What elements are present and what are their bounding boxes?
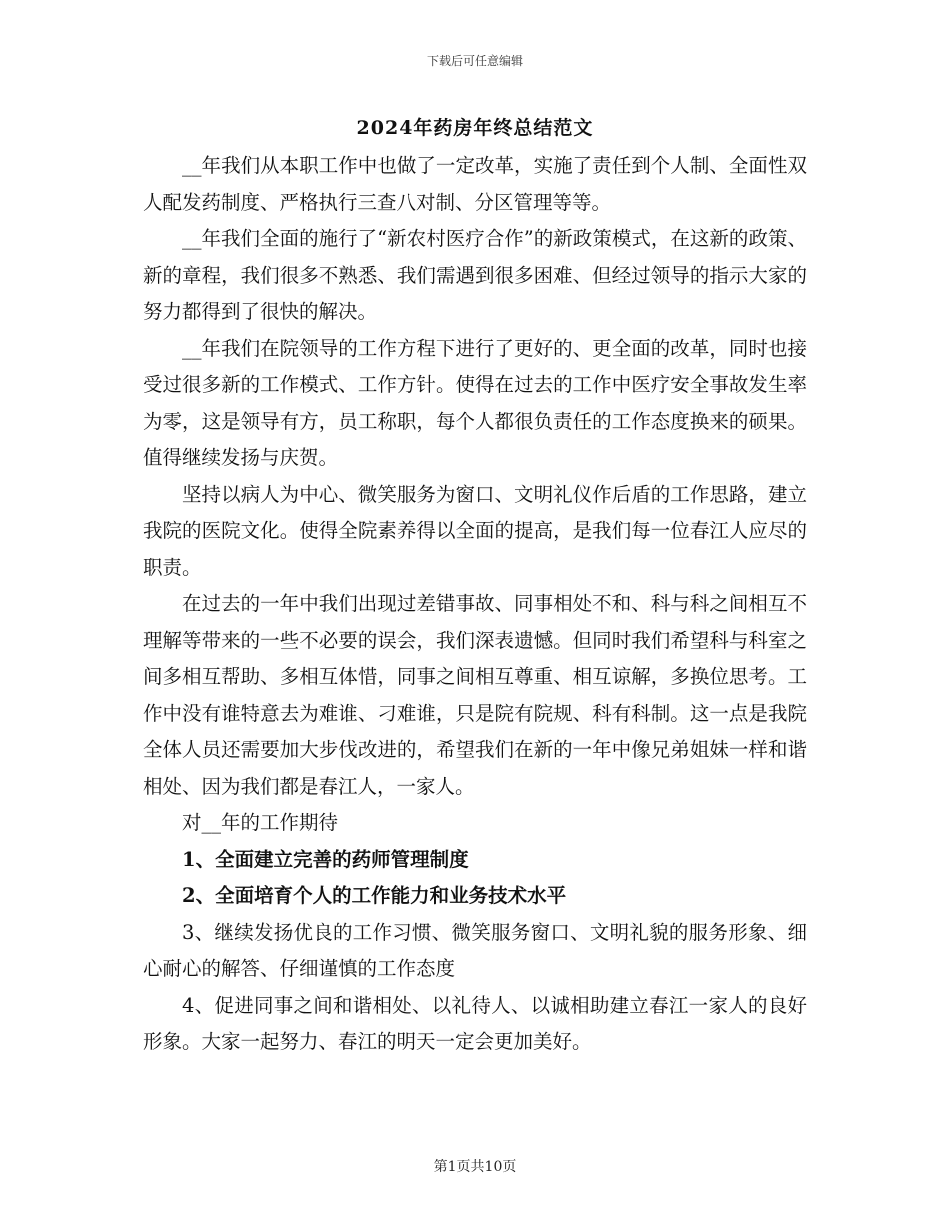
expectation-item-1: 1、全面建立完善的药师管理制度 <box>182 847 469 871</box>
document-title: 2024年药房年终总结范文 <box>356 117 594 139</box>
expectation-item-4: 4、促进同事之间和谐相处、以礼待人、以诚相助建立春江一家人的良好形象。大家一起努力、春江的明天一定会更加美好。 <box>143 993 807 1053</box>
paragraph-1: __年我们从本职工作中也做了一定改革，实施了责任到个人制、全面性双人配发药制度、严格执行三查八对制、分区管理等等。 <box>143 154 807 214</box>
document-body <box>143 148 807 1061</box>
header-note: 下载后可任意编辑 <box>426 54 523 68</box>
paragraph-4: 坚持以病人为中心、微笑服务为窗口、文明礼仪作后盾的工作思路，建立我院的医院文化。使得全院素养得以全面的提高，是我们每一位春江人应尽的职责。 <box>143 482 807 579</box>
paragraph-5: 在过去的一年中我们出现过差错事故、同事相处不和、科与科之间相互不理解等带来的一些不必要的误会，我们深表遗憾。但同时我们希望科与科室之间多相互帮助、多相互体惜，同事之间相互尊重、相互谅解，多换位思考。工作中没有谁特意去为难谁、刁难谁，只是院有院规、科有科制。这一点是我院全体人员还需要加大步伐改进的，希望我们在新的一年中像兄弟姐妹一样和谐相处、因为我们都是春江人，一家人。 <box>143 592 807 798</box>
expectation-item-3: 3、继续发扬优良的工作习惯、微笑服务窗口、文明礼貌的服务形象、细心耐心的解答、仔细谨慎的工作态度 <box>143 920 807 980</box>
paragraph-3: __年我们在院领导的工作方程下进行了更好的、更全面的改革，同时也接受过很多新的工作模式、工作方针。使得在过去的工作中医疗安全事故发生率为零，这是领导有方，员工称职，每个人都很负责任的工作态度换来的硕果。值得继续发扬与庆贺。 <box>143 336 807 469</box>
expectations-heading: 对__年的工作期待 <box>182 811 339 834</box>
expectation-item-2: 2、全面培育个人的工作能力和业务技术水平 <box>182 884 567 907</box>
paragraph-2: __年我们全面的施行了“新农村医疗合作”的新政策模式，在这新的政策、新的章程，我们很多不熟悉、我们需遇到很多困难、但经过领导的指示大家的努力都得到了很快的解决。 <box>143 227 807 323</box>
page-number: 第1页共10页 <box>433 1159 517 1175</box>
